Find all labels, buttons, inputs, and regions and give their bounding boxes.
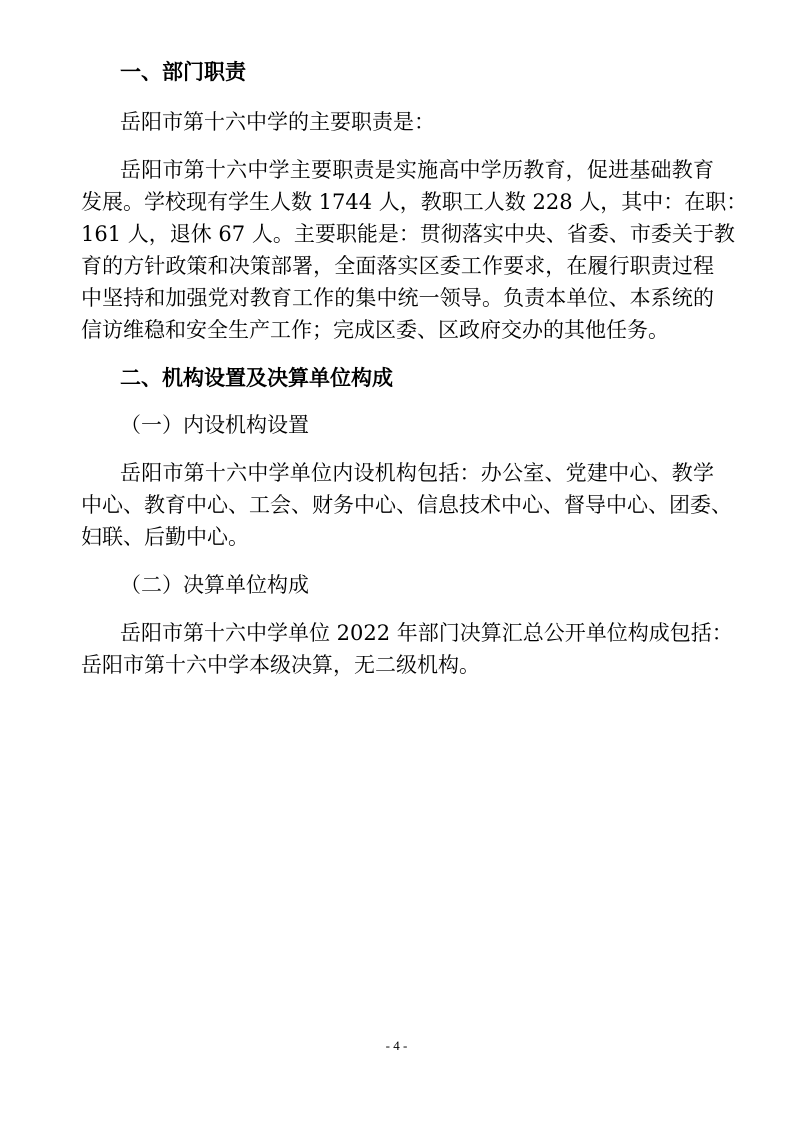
subsection-1-line: 中心、教育中心、工会、财务中心、信息技术中心、督导中心、团委、: [81, 493, 732, 517]
subsection-1-title: （一）内设机构设置: [120, 413, 309, 437]
subsection-1-line: 岳阳市第十六中学单位内设机构包括：办公室、党建中心、教学: [120, 461, 714, 485]
section-1-intro: 岳阳市第十六中学的主要职责是：: [120, 110, 435, 134]
section-1-body-line: 161 人，退休 67 人。主要职能是：贯彻落实中央、省委、市委关于教: [81, 222, 735, 246]
subsection-2-line: 岳阳市第十六中学单位 2022 年部门决算汇总公开单位构成包括：: [120, 621, 733, 645]
subsection-2-title: （二）决算单位构成: [120, 573, 309, 597]
subsection-2-line: 岳阳市第十六中学本级决算，无二级机构。: [81, 653, 480, 677]
section-2-heading: 二、机构设置及决算单位构成: [120, 366, 393, 390]
section-1-body-line: 育的方针政策和决策部署，全面落实区委工作要求，在履行职责过程: [81, 254, 714, 278]
subsection-1-line: 妇联、后勤中心。: [81, 525, 249, 549]
section-1-body-line: 岳阳市第十六中学主要职责是实施高中学历教育，促进基础教育: [120, 158, 714, 182]
section-1-body-line: 发展。学校现有学生人数 1744 人，教职工人数 228 人，其中：在职：: [81, 190, 748, 214]
section-1-body-line: 中坚持和加强党对教育工作的集中统一领导。负责本单位、本系统的: [81, 286, 714, 310]
section-1-body-line: 信访维稳和安全生产工作；完成区委、区政府交办的其他任务。: [81, 318, 669, 342]
section-1-heading: 一、部门职责: [120, 60, 246, 84]
page-number: - 4 -: [385, 1038, 408, 1053]
